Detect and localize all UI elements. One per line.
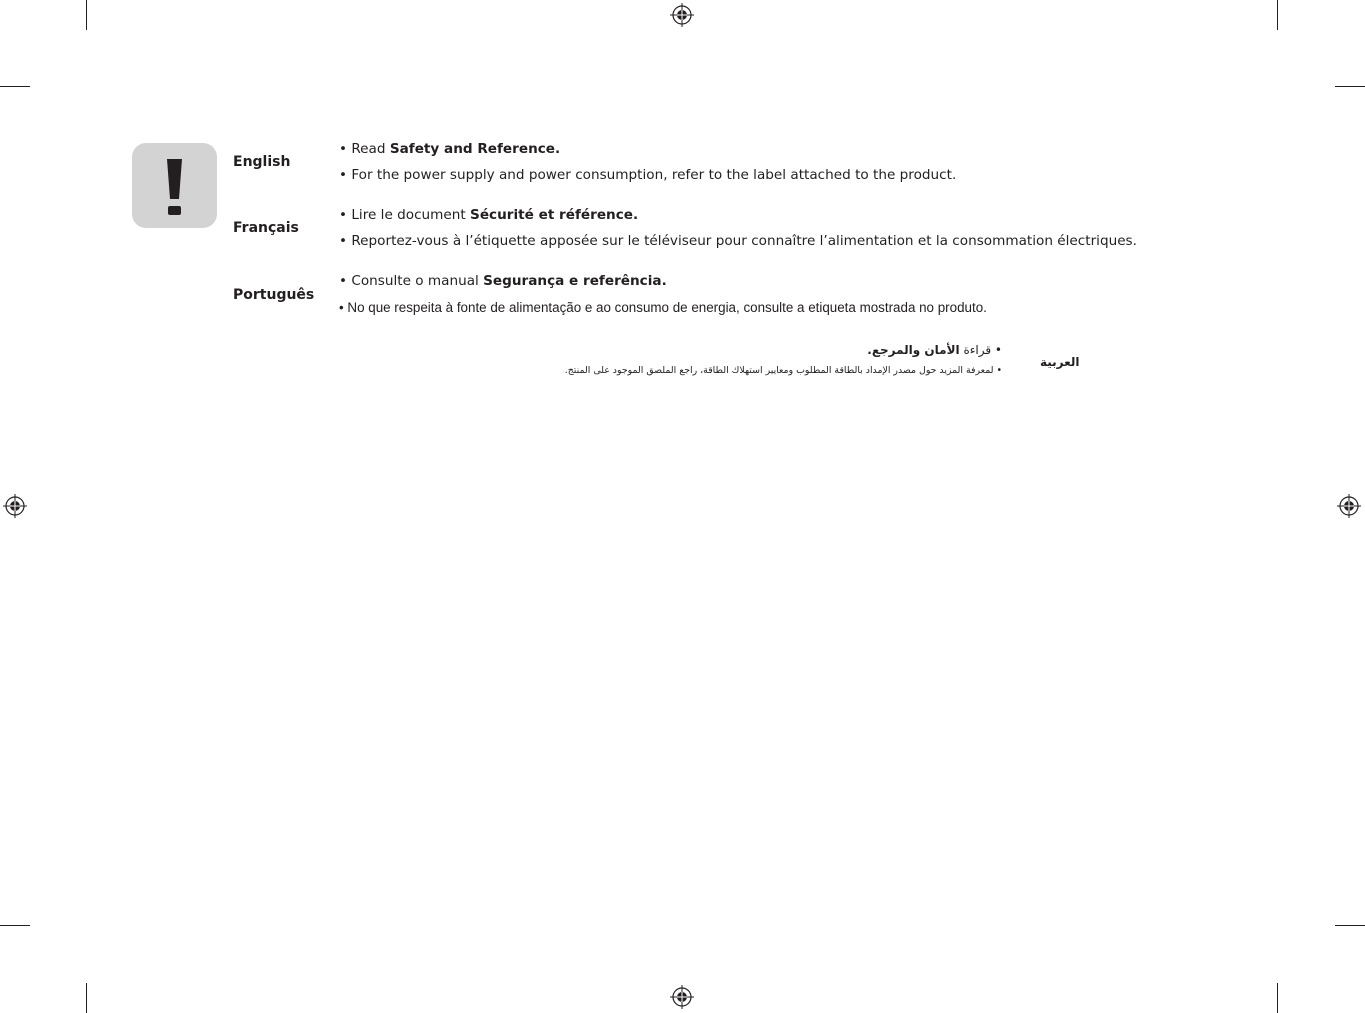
instruction-text: • No que respeita à fonte de alimentação e ao consumo de energia, consulte a etiqueta mostrada no produto. [339, 300, 987, 315]
crop-mark-left-top [0, 86, 30, 87]
instruction-line [339, 233, 1137, 249]
instruction-line [339, 207, 638, 223]
crop-mark-right-bottom [1335, 925, 1365, 926]
instruction-text: • Consulte o manual [339, 273, 484, 289]
instruction-line [339, 141, 560, 157]
instruction-line [339, 273, 667, 289]
instruction-line [339, 167, 956, 183]
instruction-line [867, 343, 1002, 357]
document-title: Sécurité et référence. [470, 207, 639, 223]
crop-mark-bottom-left [86, 983, 87, 1013]
language-label-english: English [233, 154, 291, 170]
instruction-text: • لمعرفة المزيد حول مصدر الإمداد بالطاقة المطلوب ومعايير استهلاك الطاقة، راجع الملصق الموجود على المنتج. [564, 365, 1002, 376]
instruction-line [565, 365, 1002, 376]
instruction-text: • قراءة [959, 343, 1002, 357]
registration-mark-icon [669, 984, 695, 1010]
document-title: الأمان والمرجع. [867, 343, 960, 357]
language-label-arabic: العربية [1040, 355, 1080, 369]
registration-mark-icon [669, 2, 695, 28]
instruction-text: • Reportez-vous à l’étiquette apposée sur le téléviseur pour connaître l’alimentation et la consommation électriques. [339, 233, 1137, 249]
crop-mark-bottom-right [1277, 983, 1278, 1013]
crop-mark-left-bottom [0, 925, 30, 926]
registration-mark-icon [1336, 493, 1362, 519]
document-title: Safety and Reference. [389, 141, 561, 157]
crop-mark-right-top [1335, 86, 1365, 87]
exclamation-icon [132, 143, 217, 228]
crop-mark-top-left [86, 0, 87, 30]
instruction-text: • Read [339, 141, 390, 157]
instruction-text: • Lire le document [339, 207, 471, 223]
language-label-french: Français [233, 220, 299, 236]
crop-mark-top-right [1277, 0, 1278, 30]
language-label-portuguese: Português [233, 287, 315, 303]
instruction-text: • For the power supply and power consumption, refer to the label attached to the product. [339, 167, 957, 183]
document-title: Segurança e referência. [483, 273, 667, 289]
registration-mark-icon [2, 493, 28, 519]
instruction-line [339, 300, 987, 315]
